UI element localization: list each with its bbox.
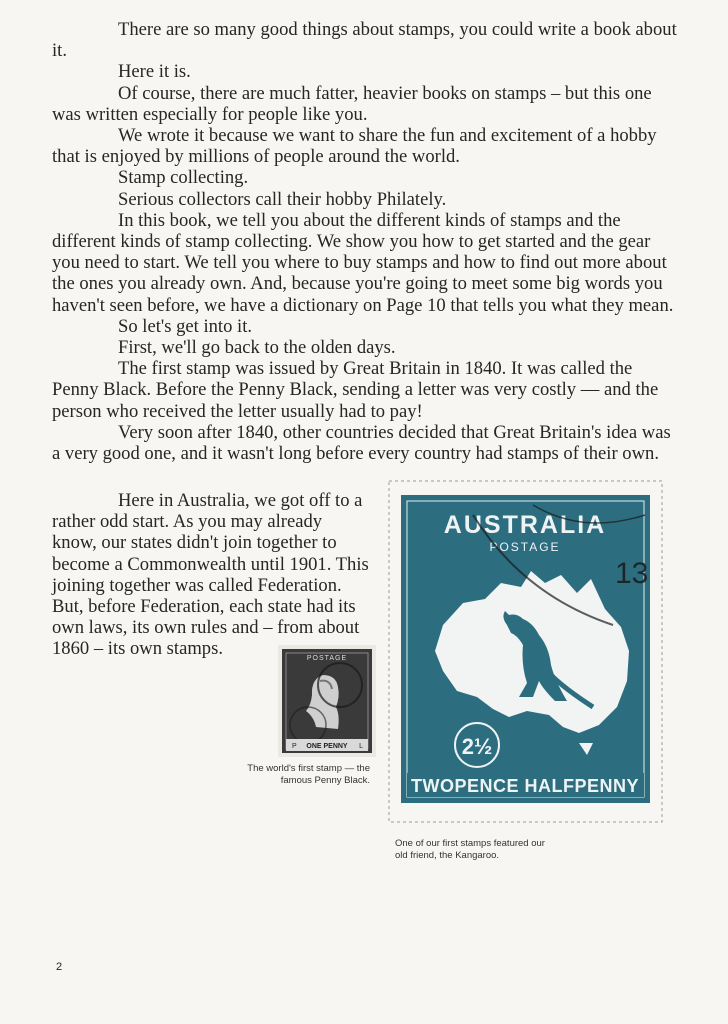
kangaroo-stamp-caption: One of our first stamps featured our old friend, the Kangaroo. — [395, 838, 545, 861]
penny-black-stamp — [278, 645, 376, 757]
penny-black-caption: The world's first stamp — the famous Penny Black. — [247, 763, 370, 786]
text-line: But, before Federation, each state had its — [52, 596, 356, 618]
paragraph: Here it is. — [118, 61, 191, 83]
stamp-country-text: AUSTRALIA — [443, 511, 607, 539]
penny-top-text: POSTAGE — [306, 655, 348, 662]
kangaroo-stamp-image — [383, 475, 668, 828]
paragraph: The first stamp was issued by Great Britain in 1840. It was called the Penny Black. Before the Penny Black, sending a letter was very costly — and the person who received the letter usually had to pay! — [52, 358, 659, 422]
penny-value-text: ONE PENNY — [306, 743, 348, 750]
paragraph: There are so many good things about stamps, you could write a book about it. — [52, 19, 677, 62]
penny-right-letter: L — [359, 743, 363, 750]
stamp-value-text: 2½ — [461, 734, 493, 759]
stamp-denomination-text: TWOPENCE HALFPENNY — [410, 776, 640, 796]
text-line: Here in Australia, we got off to a — [118, 490, 363, 511]
penny-left-letter: P — [292, 743, 297, 750]
paragraph: We wrote it because we want to share the fun and excitement of a hobby that is enjoyed by millions of people around the world. — [52, 125, 657, 168]
text-line: joining together was called Federation. — [52, 574, 342, 596]
paragraph: So let's get into it. — [118, 315, 253, 337]
text-line: own laws, its own rules and – from about — [52, 617, 360, 639]
text-line: become a Commonwealth until 1901. This — [52, 553, 369, 575]
text-line: 1860 – its own stamps. — [52, 638, 223, 660]
paragraph: Very soon after 1840, other countries decided that Great Britain's idea was a very good one, and it wasn't long before every country had stamps of their own. — [52, 421, 671, 465]
paragraph: In this book, we tell you about the different kinds of stamps and the different kinds of stamp collecting. We show you how to get started and the gear you need to start. We tell you where to buy stamps and how to find out more about the ones you already own. And, because you're going to meet some big words you haven't seen before, we have a dictionary on Page 10 that tells you what they mean. — [52, 209, 674, 316]
paragraph: Stamp collecting. — [118, 167, 249, 189]
page-number: 2 — [56, 961, 63, 973]
stamp-subtitle-text: POSTAGE — [489, 540, 561, 554]
kangaroo-stamp — [383, 475, 668, 828]
paragraph: Serious collectors call their hobby Philately. — [118, 188, 447, 210]
federation-paragraph — [52, 490, 402, 660]
text-line: rather odd start. As you may already — [52, 511, 323, 533]
paragraph: First, we'll go back to the olden days. — [118, 337, 396, 359]
paragraph: Of course, there are much fatter, heavier books on stamps – but this one was written especially for people like you. — [52, 82, 652, 125]
penny-black-image — [278, 645, 376, 757]
postmark-number: 13 — [615, 557, 649, 590]
body-text — [52, 19, 682, 464]
text-line: know, our states didn't join together to — [52, 532, 337, 554]
